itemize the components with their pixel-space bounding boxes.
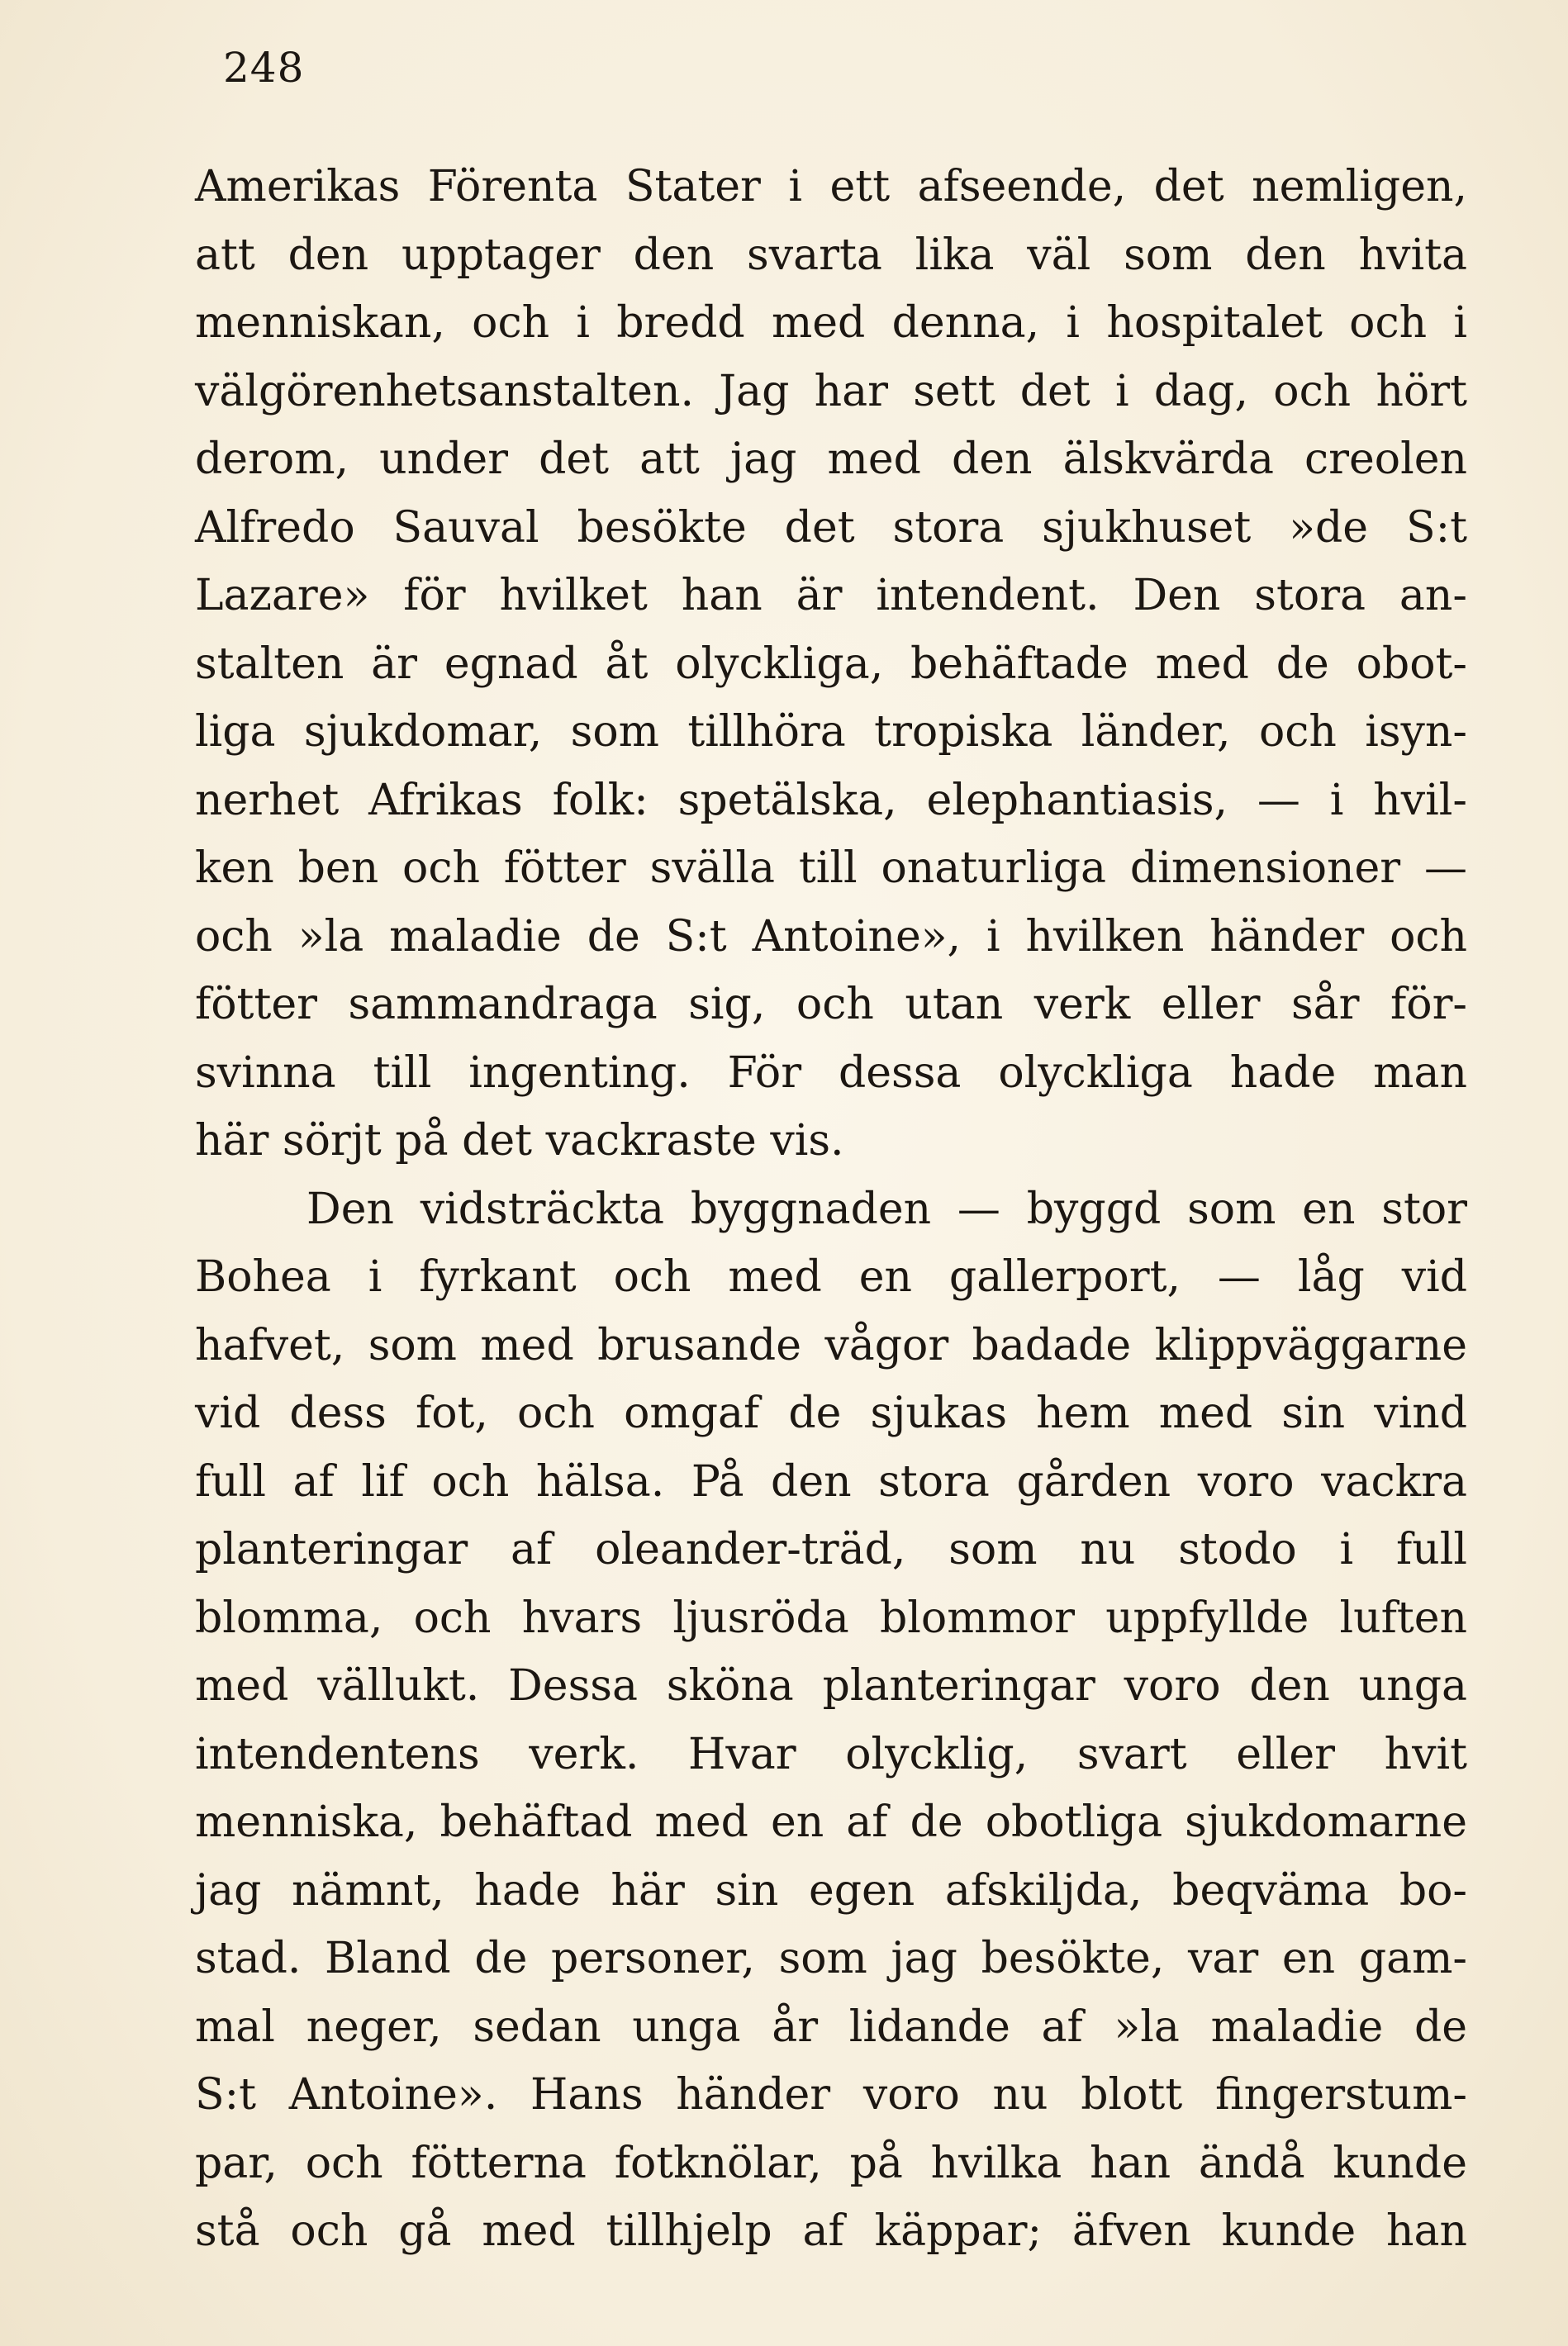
text-line: svinna till ingenting. För dessa olyckliga hade man: [195, 1047, 1467, 1098]
text-line: liga sjukdomar, som tillhöra tropiska länder, och isyn-: [195, 707, 1467, 757]
paragraph-start-line: Den vidsträckta byggnaden — byggd som en stor: [306, 1184, 1467, 1234]
text-line: Alfredo Sauval besökte det stora sjukhuset »de S:t: [195, 502, 1467, 553]
paragraph-end-line: här sörjt på det vackraste vis.: [195, 1116, 844, 1166]
text-line: nerhet Afrikas folk: spetälska, elephantiasis, — i hvil-: [195, 775, 1467, 825]
text-line: stalten är egnad åt olyckliga, behäftade med de obot-: [195, 639, 1467, 689]
text-line: hafvet, som med brusande vågor badade klippväggarne: [195, 1320, 1467, 1370]
text-line: välgörenhetsanstalten. Jag har sett det i dag, och hört: [195, 366, 1467, 416]
text-line: menniska, behäftad med en af de obotliga sjukdomarne: [195, 1797, 1467, 1847]
text-line: full af lif och hälsa. På den stora gården voro vackra: [195, 1456, 1467, 1507]
text-line: mal neger, sedan unga år lidande af »la maladie de: [195, 2002, 1467, 2052]
text-line: stad. Bland de personer, som jag besökte, var en gam-: [195, 1934, 1467, 1983]
text-line: att den upptager den svarta lika väl som den hvita: [195, 230, 1467, 280]
text-line: par, och fötterna fotknölar, på hvilka han ändå kunde: [195, 2138, 1467, 2188]
text-line: vid dess fot, och omgaf de sjukas hem med sin vind: [195, 1389, 1467, 1438]
text-line: menniskan, och i bredd med denna, i hospitalet och i: [195, 298, 1467, 348]
text-line: derom, under det att jag med den älskvärda creolen: [195, 435, 1467, 484]
text-line: och »la maladie de S:t Antoine», i hvilken händer och: [195, 911, 1467, 962]
text-line: stå och gå med tillhjelp af käppar; äfven kunde han: [195, 2206, 1467, 2256]
text-line: intendentens verk. Hvar olycklig, svart eller hvit: [195, 1729, 1467, 1779]
text-line: Lazare» för hvilket han är intendent. Den stora an-: [195, 571, 1467, 620]
text-line: Bohea i fyrkant och med en gallerport, — låg vid: [195, 1252, 1467, 1302]
text-line: Amerikas Förenta Stater i ett afseende, det nemligen,: [195, 162, 1467, 211]
text-line: S:t Antoine». Hans händer voro nu blott fingerstum-: [195, 2070, 1467, 2120]
text-line: jag nämnt, hade här sin egen afskiljda, beqväma bo-: [195, 1865, 1467, 1916]
text-line: fötter sammandraga sig, och utan verk eller sår för-: [195, 980, 1467, 1029]
body-text: [195, 153, 1467, 2266]
page-number: 248: [223, 44, 305, 92]
text-line: ken ben och fötter svälla till onaturliga dimensioner —: [195, 843, 1467, 893]
text-line: planteringar af oleander-träd, som nu stodo i full: [195, 1525, 1467, 1574]
text-line: med vällukt. Dessa sköna planteringar voro den unga: [195, 1661, 1467, 1711]
text-line: blomma, och hvars ljusröda blommor uppfyllde luften: [195, 1593, 1467, 1643]
